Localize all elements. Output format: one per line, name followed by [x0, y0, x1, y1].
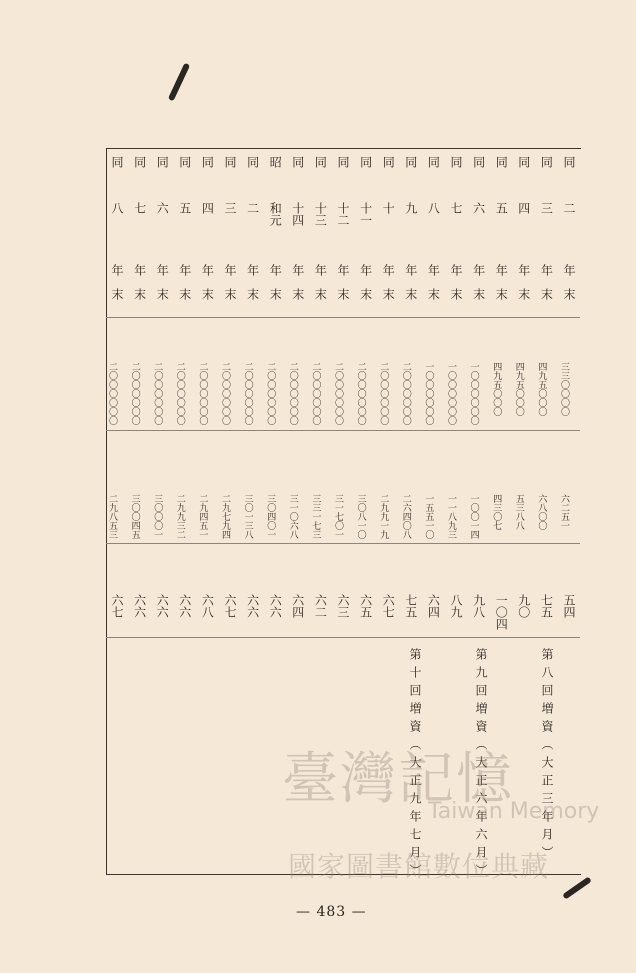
amount-value: 一五五一〇 — [423, 494, 434, 539]
ratio-value: 六二 — [313, 594, 328, 618]
period-year: 八 — [426, 202, 441, 214]
period-end-label: 末 — [313, 288, 328, 300]
ratio-value: 六六 — [155, 594, 170, 618]
capital-value: 二〇〇〇〇〇〇 — [197, 362, 208, 425]
watermark — [282, 735, 602, 885]
ratio-value: 六七 — [110, 594, 124, 618]
period-year: 三 — [539, 202, 554, 214]
amount-value: 二六四〇八 — [400, 494, 411, 539]
period-year: 十一 — [358, 202, 373, 226]
period-end-label: 末 — [494, 288, 509, 300]
amount-value: 二九七九四 — [220, 494, 230, 539]
period-prefix: 同 — [403, 156, 418, 168]
amount-value: 六八〇〇 — [536, 494, 547, 530]
capital-value: 四九五〇〇〇 — [513, 362, 524, 416]
amount-value: 三〇一三八 — [242, 494, 253, 539]
period-year-label: 年 — [539, 264, 554, 276]
amount-value: 一一八九三 — [446, 494, 456, 539]
period-year: 五 — [494, 202, 509, 214]
period-year-label: 年 — [268, 264, 283, 276]
table-column — [196, 150, 218, 870]
period-end-label: 末 — [177, 288, 192, 300]
period-year-label: 年 — [403, 264, 418, 276]
capital-value: 一〇〇〇〇〇〇 — [446, 362, 456, 425]
period-year-label: 年 — [358, 264, 373, 276]
ratio-value: 七五 — [539, 594, 554, 618]
period-year: 十四 — [290, 202, 305, 226]
period-end-label: 末 — [381, 288, 396, 300]
capital-value: 四九五〇〇〇 — [536, 362, 547, 416]
period-year: 八 — [110, 202, 124, 214]
ratio-value: 六六 — [268, 594, 283, 618]
note-9: 第九回増資（大正六年六月） — [474, 648, 488, 882]
period-end-label: 末 — [426, 288, 441, 300]
ratio-value: 六五 — [358, 594, 373, 618]
period-prefix: 同 — [290, 156, 305, 168]
ratio-value: 六六 — [245, 594, 260, 618]
period-end-label: 末 — [539, 288, 554, 300]
period-year-label: 年 — [110, 264, 124, 276]
capital-value: 二〇〇〇〇〇〇 — [333, 362, 343, 425]
ink-mark-top — [168, 63, 190, 102]
period-prefix: 同 — [245, 156, 260, 168]
period-prefix: 同 — [200, 156, 215, 168]
period-year: 三 — [223, 202, 237, 214]
period-year: 十三 — [313, 202, 328, 226]
watermark-en: Taiwan Memory — [428, 799, 600, 824]
amount-value: 六二五一 — [559, 494, 569, 530]
ratio-value: 六三 — [336, 594, 350, 618]
period-year: 四 — [516, 202, 531, 214]
capital-value: 二〇〇〇〇〇〇 — [152, 362, 163, 425]
period-prefix: 昭 — [268, 156, 283, 168]
table-column — [129, 150, 151, 870]
period-end-label: 末 — [200, 288, 215, 300]
period-year: 七 — [132, 202, 147, 214]
amount-value: 三三一七三 — [310, 494, 321, 539]
period-year-label: 年 — [223, 264, 237, 276]
period-year: 七 — [449, 202, 463, 214]
capital-value: 二〇〇〇〇〇〇 — [265, 362, 276, 425]
amount-value: 三〇四〇一 — [265, 494, 276, 539]
period-end-label: 末 — [471, 288, 486, 300]
capital-value: 一〇〇〇〇〇〇 — [468, 362, 479, 425]
ratio-value: 六六 — [177, 594, 192, 618]
period-year: 十二 — [336, 202, 350, 226]
table-column — [106, 150, 128, 870]
capital-value: 二〇〇〇〇〇〇 — [242, 362, 253, 425]
period-end-label: 末 — [268, 288, 283, 300]
period-prefix: 同 — [562, 156, 576, 168]
period-prefix: 同 — [358, 156, 373, 168]
period-year: 五 — [177, 202, 192, 214]
ratio-value: 六四 — [290, 594, 305, 618]
ratio-value: 七五 — [403, 594, 418, 618]
table-column — [151, 150, 173, 870]
period-year-label: 年 — [132, 264, 147, 276]
table-column — [174, 150, 196, 870]
period-prefix: 同 — [426, 156, 441, 168]
amount-value: 二九八五三 — [107, 494, 117, 539]
capital-value: 二〇〇〇〇〇〇 — [287, 362, 298, 425]
period-year-label: 年 — [336, 264, 350, 276]
amount-value: 二九四五一 — [197, 494, 208, 539]
period-year-label: 年 — [155, 264, 170, 276]
period-year-label: 年 — [471, 264, 486, 276]
capital-value: 二〇〇〇〇〇〇 — [355, 362, 366, 425]
period-prefix: 同 — [381, 156, 396, 168]
period-end-label: 末 — [516, 288, 531, 300]
period-prefix: 同 — [539, 156, 554, 168]
ratio-value: 九〇 — [516, 594, 531, 618]
capital-value: 二〇〇〇〇〇〇 — [400, 362, 411, 425]
period-end-label: 末 — [562, 288, 576, 300]
period-year: 四 — [200, 202, 215, 214]
period-year-label: 年 — [200, 264, 215, 276]
capital-value: 二〇〇〇〇〇〇 — [220, 362, 230, 425]
watermark-cjk: 臺灣記憶 — [282, 747, 514, 812]
period-year: 十 — [381, 202, 396, 214]
period-end-label: 末 — [223, 288, 237, 300]
period-prefix: 同 — [177, 156, 192, 168]
capital-value: 二〇〇〇〇〇〇 — [310, 362, 321, 425]
capital-value: 二〇〇〇〇〇〇 — [174, 362, 185, 425]
capital-value: 一〇〇〇〇〇〇 — [423, 362, 434, 425]
capital-value: 四九五〇〇〇 — [491, 362, 502, 416]
period-year: 二 — [245, 202, 260, 214]
period-year: 二 — [562, 202, 576, 214]
ratio-value: 六七 — [223, 594, 237, 618]
period-end-label: 末 — [110, 288, 124, 300]
period-year-label: 年 — [449, 264, 463, 276]
ratio-value: 九八 — [471, 594, 486, 618]
period-prefix: 同 — [223, 156, 237, 168]
period-prefix: 同 — [471, 156, 486, 168]
period-year: 九 — [403, 202, 418, 214]
period-year: 六 — [155, 202, 170, 214]
period-prefix: 同 — [516, 156, 531, 168]
capital-value: 三三〇〇〇〇 — [559, 362, 569, 416]
period-prefix: 同 — [313, 156, 328, 168]
period-prefix: 同 — [110, 156, 124, 168]
period-prefix: 同 — [132, 156, 147, 168]
amount-value: 二九九一九 — [378, 494, 389, 539]
table-column — [219, 150, 241, 870]
ratio-value: 六八 — [200, 594, 215, 618]
amount-value: 二九九三二 — [174, 494, 185, 539]
ratio-value: 六四 — [426, 594, 441, 618]
period-end-label: 末 — [403, 288, 418, 300]
period-end-label: 末 — [358, 288, 373, 300]
period-prefix: 同 — [336, 156, 350, 168]
period-prefix: 同 — [155, 156, 170, 168]
period-year-label: 年 — [381, 264, 396, 276]
amount-value: 一〇〇一四 — [468, 494, 479, 539]
note-8: 第八回増資（大正三年月） — [540, 648, 554, 864]
period-year-label: 年 — [516, 264, 531, 276]
period-end-label: 末 — [336, 288, 350, 300]
period-year-label: 年 — [177, 264, 192, 276]
amount-value: 三一〇六八 — [287, 494, 298, 539]
ratio-value: 六七 — [381, 594, 396, 618]
ratio-value: 六六 — [132, 594, 147, 618]
period-year-label: 年 — [290, 264, 305, 276]
period-year-label: 年 — [245, 264, 260, 276]
period-end-label: 末 — [245, 288, 260, 300]
period-year-label: 年 — [313, 264, 328, 276]
amount-value: 五三八八 — [513, 494, 524, 530]
capital-value: 二〇〇〇〇〇〇 — [129, 362, 140, 425]
amount-value: 三一七〇一 — [333, 494, 343, 539]
period-year-label: 年 — [494, 264, 509, 276]
amount-value: 三〇〇〇一 — [152, 494, 163, 539]
period-end-label: 末 — [132, 288, 147, 300]
ratio-value: 八九 — [449, 594, 463, 618]
period-end-label: 末 — [290, 288, 305, 300]
period-year: 和元 — [268, 202, 283, 226]
page-number: — 483 — — [296, 904, 367, 920]
amount-value: 三〇〇四五 — [129, 494, 140, 539]
table-column — [242, 150, 264, 870]
period-year-label: 年 — [426, 264, 441, 276]
period-end-label: 末 — [449, 288, 463, 300]
period-prefix: 同 — [494, 156, 509, 168]
capital-value: 二〇〇〇〇〇〇 — [378, 362, 389, 425]
amount-value: 四三〇七 — [491, 494, 502, 530]
ratio-value: 一〇四 — [494, 594, 509, 630]
period-year-label: 年 — [562, 264, 576, 276]
note-10: 第十回増資（大正九年七月） — [408, 648, 422, 882]
amount-value: 三〇八一〇 — [355, 494, 366, 539]
capital-value: 二〇〇〇〇〇〇 — [107, 362, 117, 425]
period-prefix: 同 — [449, 156, 463, 168]
ratio-value: 五四 — [562, 594, 576, 618]
period-year: 六 — [471, 202, 486, 214]
watermark-sub: 國家圖書館數位典藏 — [288, 850, 550, 883]
period-end-label: 末 — [155, 288, 170, 300]
